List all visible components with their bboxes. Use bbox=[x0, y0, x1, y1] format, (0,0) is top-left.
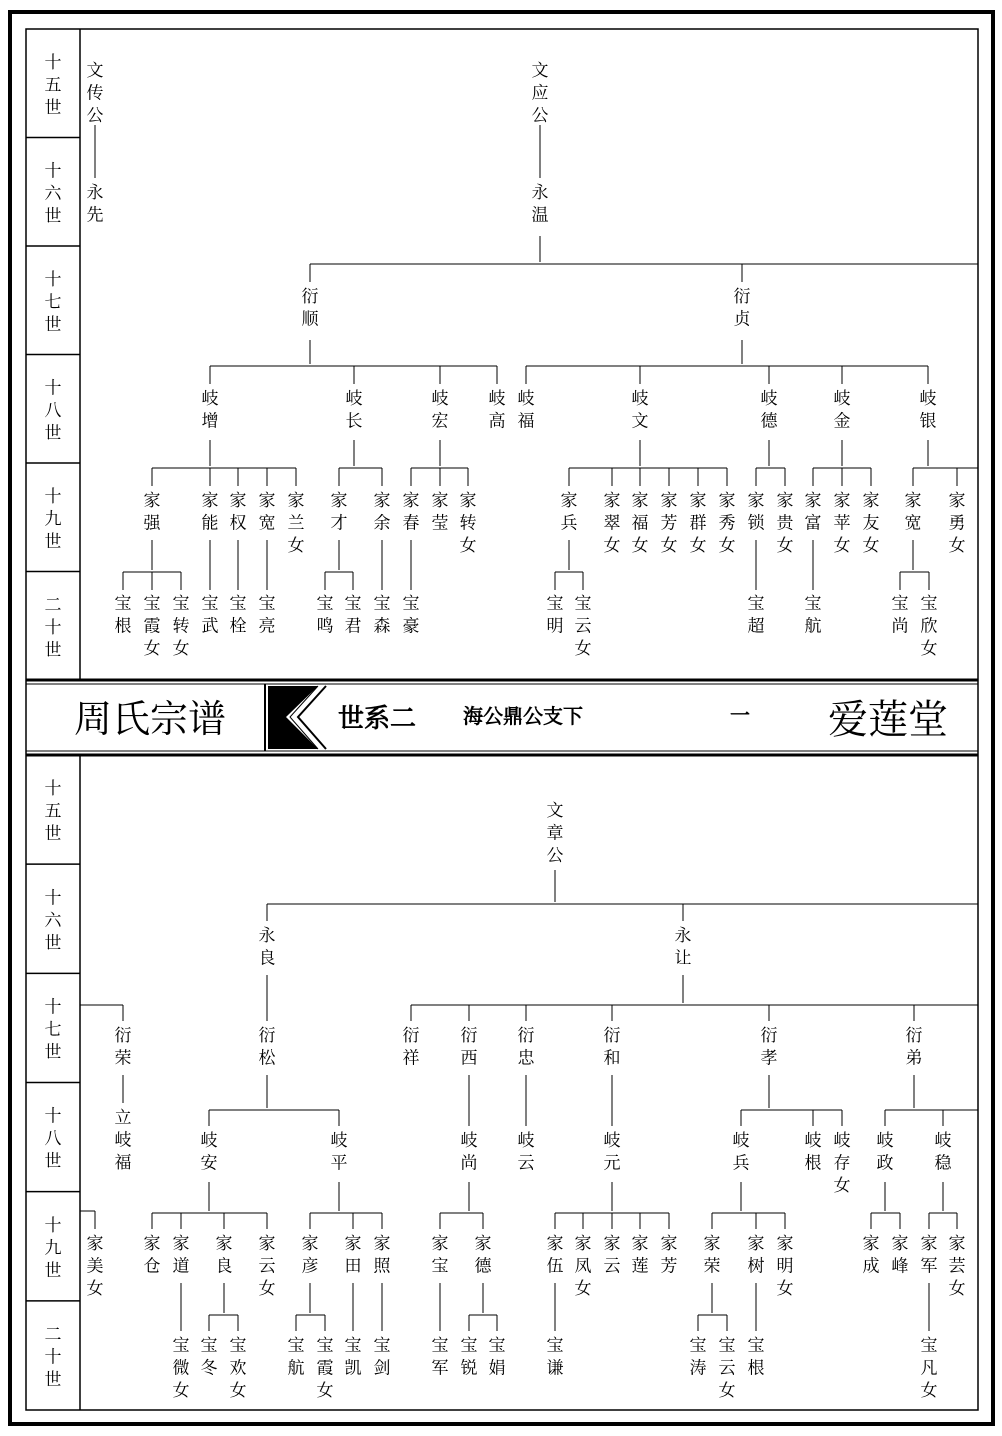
generation-column-upper bbox=[26, 53, 80, 661]
person-name: 家明女 bbox=[776, 1234, 794, 1299]
person-name: 宝明 bbox=[546, 594, 564, 637]
person-name: 家秀女 bbox=[718, 491, 736, 556]
person-name: 家芳 bbox=[660, 1234, 678, 1277]
person-name: 家彦 bbox=[301, 1234, 319, 1277]
section-title: 世系二 bbox=[337, 704, 417, 734]
person-name: 宝航 bbox=[287, 1336, 305, 1379]
person-name: 文章公 bbox=[546, 801, 564, 866]
person-name: 家田 bbox=[344, 1234, 362, 1277]
person-name: 家仓 bbox=[143, 1234, 161, 1277]
person-name: 家转女 bbox=[459, 491, 477, 556]
person-name: 宝欢女 bbox=[229, 1336, 247, 1401]
person-name: 家莲 bbox=[631, 1234, 649, 1277]
person-name: 衍贞 bbox=[733, 287, 751, 330]
person-name: 家树 bbox=[747, 1234, 765, 1277]
person-name: 宝锐 bbox=[460, 1336, 478, 1379]
person-name: 文应公 bbox=[531, 61, 549, 126]
person-name: 宝剑 bbox=[373, 1336, 391, 1379]
generation-label: 十八世 bbox=[44, 378, 62, 444]
person-name: 衍弟 bbox=[905, 1026, 923, 1069]
person-name: 宝亮 bbox=[258, 594, 276, 637]
person-name: 岐存女 bbox=[833, 1131, 851, 1196]
person-name: 宝欣女 bbox=[920, 594, 938, 659]
person-name: 衍西 bbox=[460, 1026, 478, 1069]
person-name: 宝根 bbox=[747, 1336, 765, 1379]
person-name: 家福女 bbox=[631, 491, 649, 556]
generation-label: 十六世 bbox=[44, 161, 62, 227]
person-name: 家峰 bbox=[891, 1234, 909, 1277]
person-name: 宝栓 bbox=[229, 594, 247, 637]
person-name: 家宽 bbox=[904, 491, 922, 534]
person-name: 岐根 bbox=[804, 1131, 822, 1174]
person-name: 家云 bbox=[603, 1234, 621, 1277]
person-name: 衍荣 bbox=[114, 1026, 132, 1069]
banner-fishtail-mark bbox=[268, 686, 318, 749]
person-name: 宝娟 bbox=[488, 1336, 506, 1379]
hall-name: 爱莲堂 bbox=[828, 697, 948, 743]
person-name: 家贵女 bbox=[776, 491, 794, 556]
person-name: 家德 bbox=[474, 1234, 492, 1277]
generation-column-lower bbox=[26, 779, 80, 1390]
generation-label: 十九世 bbox=[44, 486, 62, 552]
person-name: 岐尚 bbox=[460, 1131, 478, 1174]
person-name: 宝武 bbox=[201, 594, 219, 637]
person-name: 永温 bbox=[531, 183, 549, 226]
person-name: 家照 bbox=[373, 1234, 391, 1277]
person-name: 家锁 bbox=[747, 491, 765, 534]
person-name: 宝转女 bbox=[172, 594, 190, 659]
person-name: 岐安 bbox=[200, 1131, 218, 1174]
person-name: 家友女 bbox=[862, 491, 880, 556]
person-name: 永先 bbox=[86, 183, 104, 226]
person-name: 岐长 bbox=[345, 389, 363, 432]
person-name: 家芸女 bbox=[948, 1234, 966, 1299]
person-name: 家莹 bbox=[431, 491, 449, 534]
person-name: 宝云女 bbox=[718, 1336, 736, 1401]
person-name: 家道 bbox=[172, 1234, 190, 1277]
generation-label: 十六世 bbox=[44, 888, 62, 954]
person-name: 岐元 bbox=[603, 1131, 621, 1174]
person-name: 家强 bbox=[143, 491, 161, 534]
generation-label: 十五世 bbox=[44, 779, 62, 845]
person-name: 岐兵 bbox=[732, 1131, 750, 1174]
person-name: 家凤女 bbox=[574, 1234, 592, 1299]
person-name: 永让 bbox=[674, 926, 692, 969]
person-name: 文传公 bbox=[86, 61, 104, 126]
person-name: 宝冬 bbox=[200, 1336, 218, 1379]
person-name: 家宽 bbox=[258, 491, 276, 534]
person-name: 家才 bbox=[330, 491, 348, 534]
person-name: 岐福 bbox=[517, 389, 535, 432]
generation-label: 十九世 bbox=[44, 1215, 62, 1281]
person-name: 家能 bbox=[201, 491, 219, 534]
person-name: 家兰女 bbox=[287, 491, 305, 556]
person-name: 宝鸣 bbox=[316, 594, 334, 637]
person-name: 衍松 bbox=[258, 1026, 276, 1069]
generation-label: 二十世 bbox=[44, 1324, 62, 1390]
person-name: 家苹女 bbox=[833, 491, 851, 556]
person-name: 宝尚 bbox=[891, 594, 909, 637]
person-name: 家权 bbox=[229, 491, 247, 534]
generation-label: 二十世 bbox=[44, 595, 62, 661]
person-name: 宝涛 bbox=[689, 1336, 707, 1379]
person-name: 岐宏 bbox=[431, 389, 449, 432]
person-name: 宝霞女 bbox=[316, 1336, 334, 1401]
person-name: 家春 bbox=[402, 491, 420, 534]
person-name: 岐金 bbox=[833, 389, 851, 432]
person-name: 家兵 bbox=[560, 491, 578, 534]
person-name: 宝超 bbox=[747, 594, 765, 637]
generation-label: 十七世 bbox=[44, 997, 62, 1063]
person-name: 家翠女 bbox=[603, 491, 621, 556]
person-name: 宝微女 bbox=[172, 1336, 190, 1401]
person-name: 衍顺 bbox=[301, 287, 319, 330]
person-name: 宝君 bbox=[344, 594, 362, 637]
person-name: 岐平 bbox=[330, 1131, 348, 1174]
person-name: 岐德 bbox=[760, 389, 778, 432]
person-name: 岐云 bbox=[517, 1131, 535, 1174]
person-name: 宝谦 bbox=[546, 1336, 564, 1379]
person-name: 家伍 bbox=[546, 1234, 564, 1277]
person-name: 宝凯 bbox=[344, 1336, 362, 1379]
generation-label: 十五世 bbox=[44, 52, 62, 118]
person-name: 家勇女 bbox=[948, 491, 966, 556]
person-name: 家良 bbox=[215, 1234, 233, 1277]
person-name: 永良 bbox=[258, 926, 276, 969]
book-title: 周氏宗谱 bbox=[73, 697, 227, 741]
person-name: 宝航 bbox=[804, 594, 822, 637]
person-name: 宝森 bbox=[373, 594, 391, 637]
person-name: 岐政 bbox=[876, 1131, 894, 1174]
generation-label: 十七世 bbox=[44, 269, 62, 335]
person-name: 衍祥 bbox=[402, 1026, 420, 1069]
upper-persons bbox=[87, 61, 966, 659]
person-name: 衍忠 bbox=[517, 1026, 535, 1069]
person-name: 立岐福 bbox=[114, 1108, 132, 1173]
person-name: 岐高 bbox=[488, 389, 506, 432]
person-name: 家芳女 bbox=[660, 491, 678, 556]
person-name: 家成 bbox=[862, 1234, 880, 1277]
person-name: 家美女 bbox=[86, 1234, 104, 1299]
person-name: 家富 bbox=[804, 491, 822, 534]
page-number: 一 bbox=[730, 703, 750, 727]
person-name: 宝军 bbox=[431, 1336, 449, 1379]
person-name: 宝凡女 bbox=[920, 1336, 938, 1401]
person-name: 家余 bbox=[373, 491, 391, 534]
person-name: 家群女 bbox=[689, 491, 707, 556]
generation-label: 十八世 bbox=[44, 1106, 62, 1172]
person-name: 家云女 bbox=[258, 1234, 276, 1299]
person-name: 岐文 bbox=[631, 389, 649, 432]
person-name: 岐银 bbox=[919, 389, 937, 432]
banner bbox=[26, 680, 978, 755]
person-name: 衍和 bbox=[603, 1026, 621, 1069]
person-name: 家宝 bbox=[431, 1234, 449, 1277]
person-name: 宝云女 bbox=[574, 594, 592, 659]
person-name: 家荣 bbox=[703, 1234, 721, 1277]
person-name: 宝豪 bbox=[402, 594, 420, 637]
branch-title: 海公鼎公支下 bbox=[463, 704, 583, 728]
person-name: 家军 bbox=[920, 1234, 938, 1277]
person-name: 岐增 bbox=[201, 389, 219, 432]
person-name: 宝根 bbox=[114, 594, 132, 637]
person-name: 衍孝 bbox=[760, 1026, 778, 1069]
person-name: 岐稳 bbox=[934, 1131, 952, 1174]
person-name: 宝霞女 bbox=[143, 594, 161, 659]
